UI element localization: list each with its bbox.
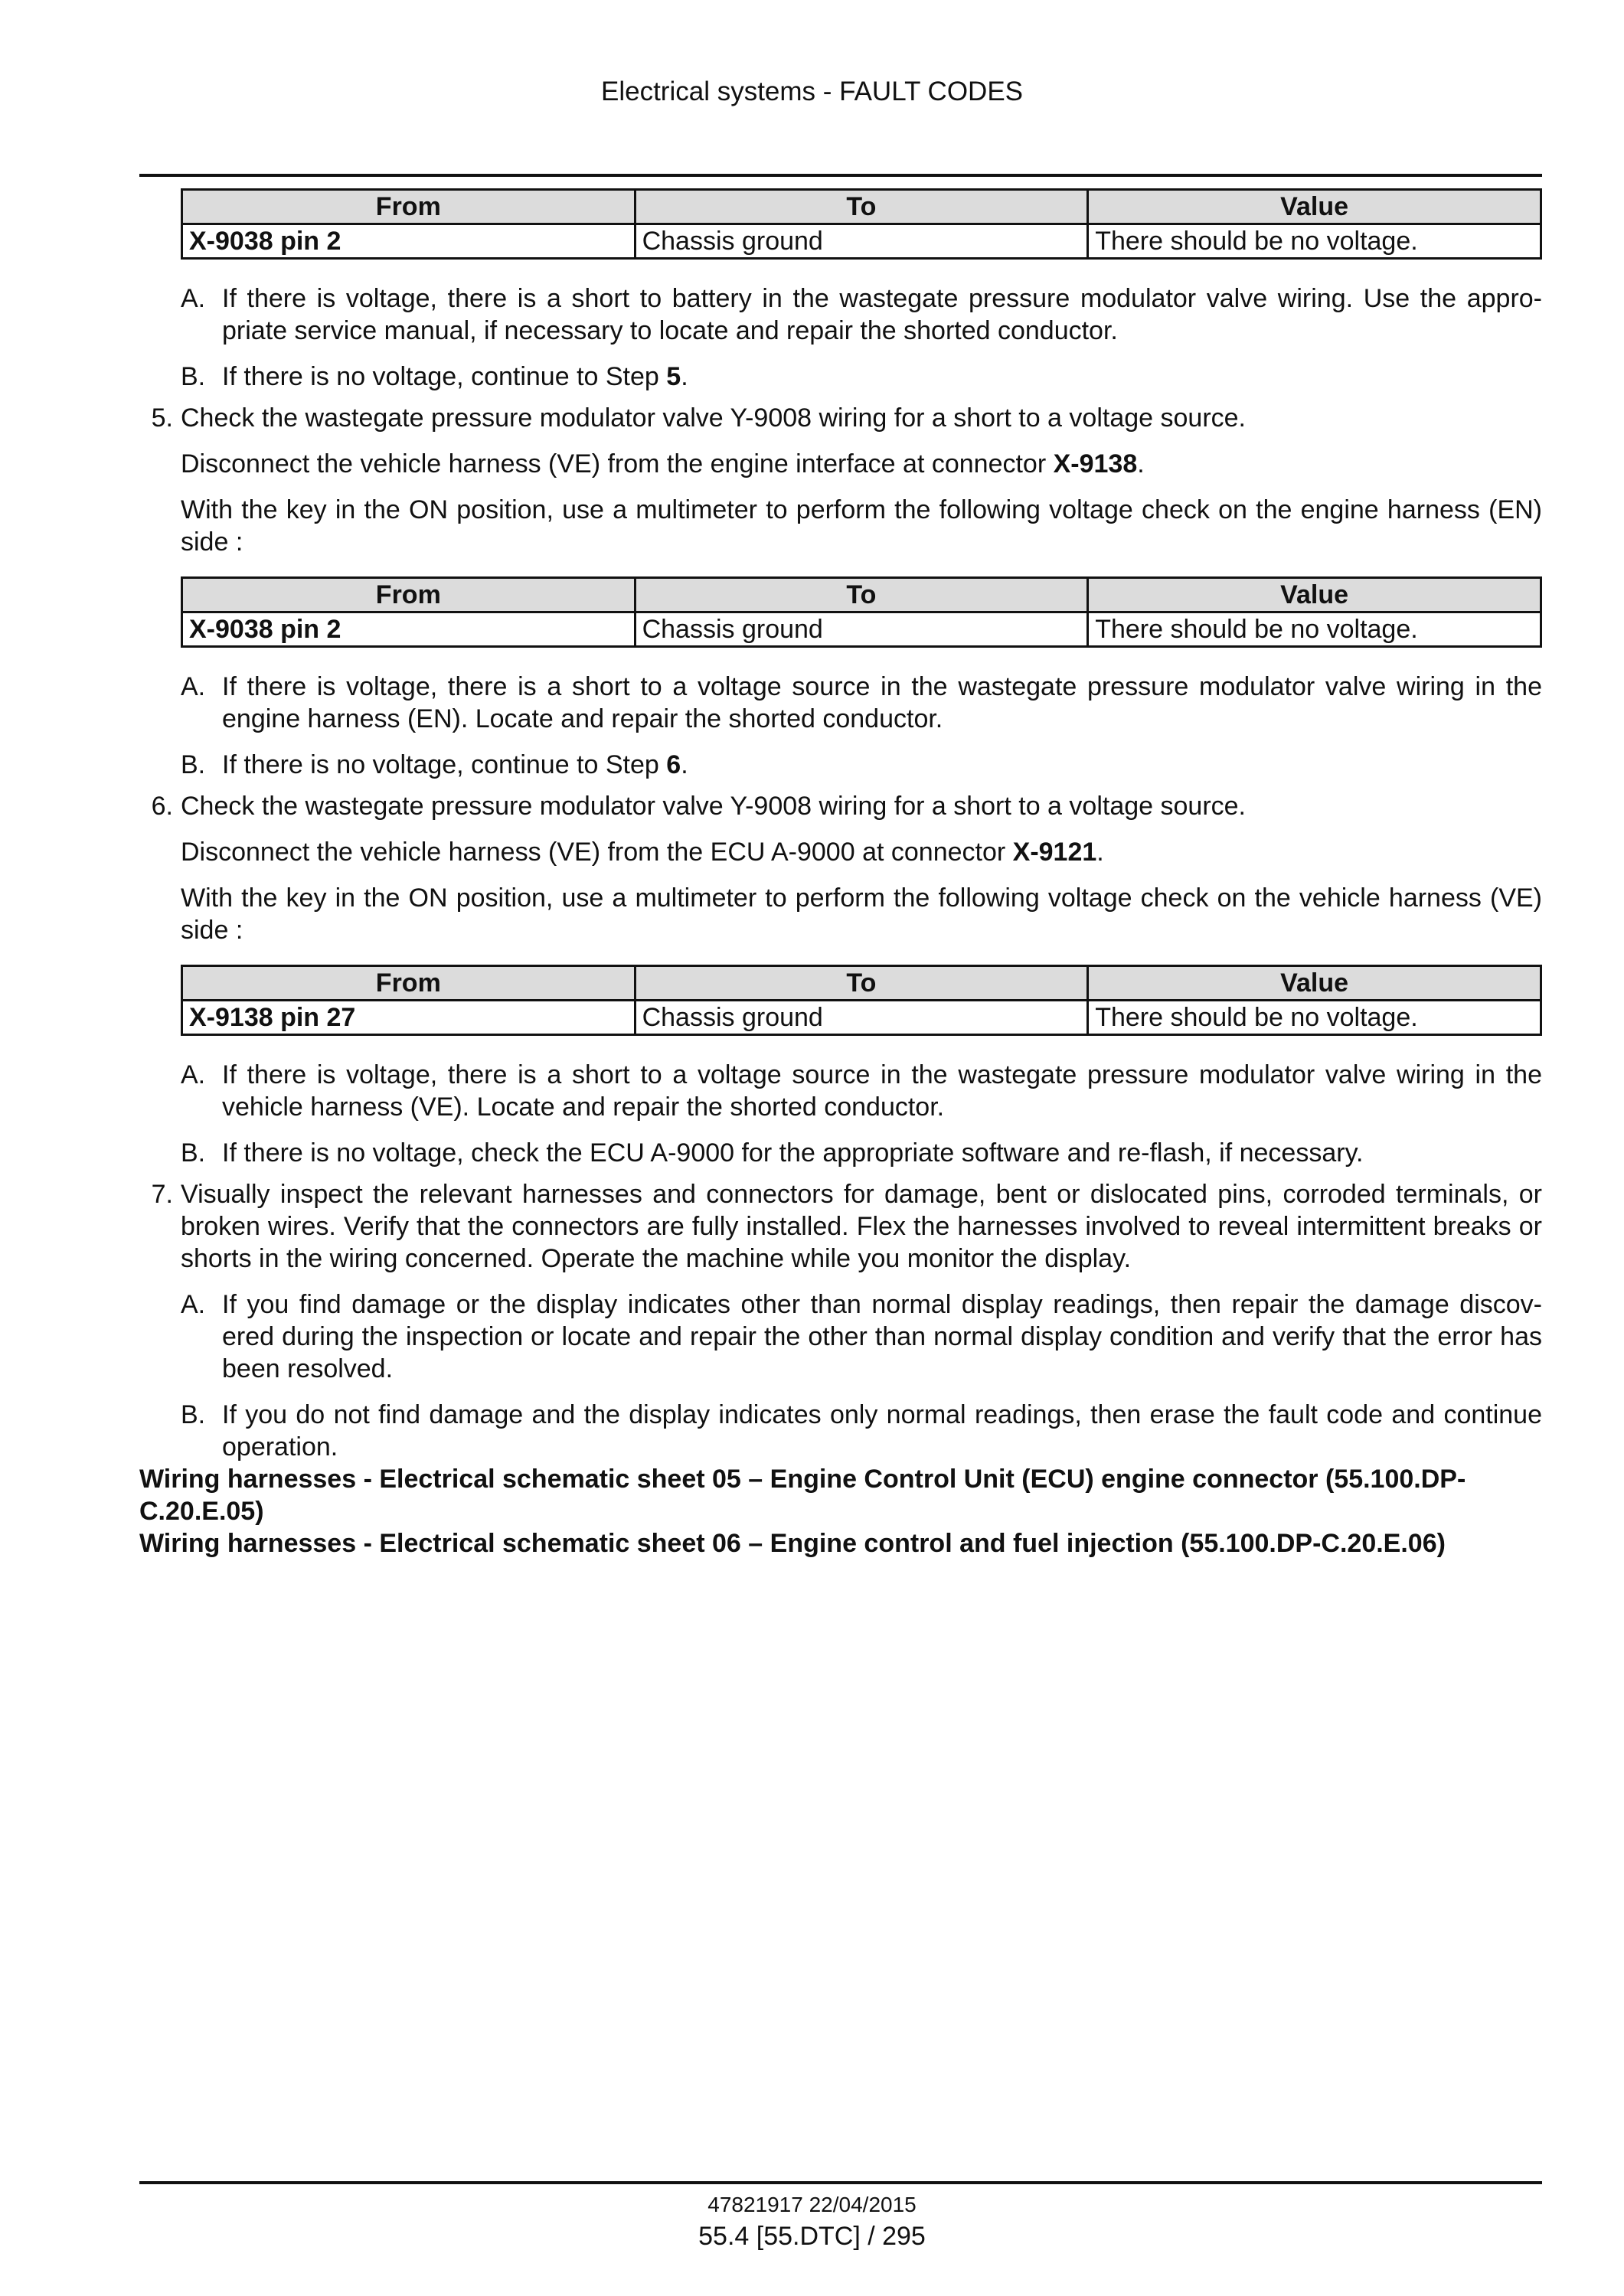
table-header-row	[182, 966, 1541, 1001]
step-5	[139, 402, 1542, 434]
step-title: Check the wastegate pressure modulator valve Y-9008 wiring for a short to a voltage source.	[181, 792, 1246, 821]
cell-from: X-9038 pin 2	[182, 224, 636, 259]
step5-option-a	[139, 671, 1542, 735]
option-label: A.	[181, 1060, 206, 1089]
table-header-row	[182, 190, 1541, 224]
step-ref: 6	[666, 750, 681, 779]
footer-rule	[139, 2181, 1542, 2184]
step6-option-a	[139, 1059, 1542, 1123]
col-header-value: Value	[1088, 190, 1541, 224]
punctuation: .	[1137, 449, 1145, 478]
step7-option-b	[139, 1399, 1542, 1463]
col-header-to: To	[635, 190, 1088, 224]
cell-to: Chassis ground	[635, 612, 1088, 647]
col-header-from: From	[182, 578, 636, 612]
document-code: 47821917 22/04/2015	[707, 2193, 917, 2216]
col-header-to: To	[635, 966, 1088, 1001]
option-label: B.	[181, 750, 206, 779]
schematic-link-06[interactable]: Wiring harnesses - Electrical schematic sheet 06 – Engine control and fuel injection (55.100.DP-C.20.E.06)	[139, 1529, 1446, 1558]
table-header-row	[182, 578, 1541, 612]
step-number: 5.	[151, 403, 173, 433]
cell-to: Chassis ground	[635, 224, 1088, 259]
step6-disconnect	[139, 836, 1542, 868]
step7-option-a	[139, 1288, 1542, 1385]
punctuation: .	[681, 750, 688, 779]
option-label: A.	[181, 1290, 206, 1319]
cell-value: There should be no voltage.	[1088, 224, 1541, 259]
option-label: B.	[181, 362, 206, 391]
connector-ref: X-9138	[1053, 449, 1138, 478]
punctuation: .	[681, 362, 688, 391]
header-rule	[139, 174, 1542, 177]
table-row	[182, 224, 1541, 259]
cell-value: There should be no voltage.	[1088, 1001, 1541, 1035]
col-header-to: To	[635, 578, 1088, 612]
page-content	[139, 188, 1542, 1560]
col-header-from: From	[182, 966, 636, 1001]
col-header-value: Value	[1088, 966, 1541, 1001]
connector-ref: X-9121	[1012, 838, 1097, 867]
page-header: Electrical systems - FAULT CODES	[600, 77, 1024, 106]
step-ref: 5	[666, 362, 681, 391]
option-text: If there is no voltage, check the ECU A-9000 for the appropriate software and re-flash, if necessary.	[222, 1138, 1364, 1168]
step5-key-instruction: With the key in the ON position, use a multimeter to perform the following voltage check on the engine harness (EN) side :	[181, 495, 1542, 557]
punctuation: .	[1096, 838, 1104, 867]
option-text: If there is no voltage, continue to Step	[222, 750, 667, 779]
step4-option-b	[139, 361, 1542, 393]
col-header-from: From	[182, 190, 636, 224]
step6-key-instruction: With the key in the ON position, use a multimeter to perform the following voltage check on the vehicle harness (VE) side :	[181, 883, 1542, 945]
step-7	[139, 1178, 1542, 1275]
option-label: B.	[181, 1400, 206, 1429]
step-6	[139, 790, 1542, 822]
step-title: Visually inspect the relevant harnesses and connectors for damage, bent or dislocated pins, corroded terminals, or broken wires. Verify that the connectors are fully installed. Flex the harnesses involved to reveal intermittent breaks or shorts in the wiring concerned. Operate the machine while you monitor the display.	[181, 1180, 1542, 1273]
col-header-value: Value	[1088, 578, 1541, 612]
option-text: If there is no voltage, continue to Step	[222, 362, 667, 391]
cell-from: X-9138 pin 27	[182, 1001, 636, 1035]
option-text: If you do not find damage and the display indicates only normal readings, then erase the fault code and continue operation.	[222, 1400, 1542, 1462]
step-number: 7.	[151, 1180, 173, 1209]
step5-option-b	[139, 749, 1542, 781]
step5-disconnect	[139, 448, 1542, 480]
page-number: 55.4 [55.DTC] / 295	[698, 2222, 926, 2251]
disconnect-text: Disconnect the vehicle harness (VE) from the ECU A-9000 at connector	[181, 838, 1013, 867]
voltage-check-table-1	[181, 188, 1542, 260]
cell-to: Chassis ground	[635, 1001, 1088, 1035]
step4-option-a	[139, 283, 1542, 347]
option-label: A.	[181, 672, 206, 701]
option-text: If there is voltage, there is a short to a voltage source in the wastegate pressure modulator valve wiring in the vehicle harness (VE). Locate and repair the shorted conductor.	[222, 1060, 1542, 1122]
option-label: B.	[181, 1138, 206, 1168]
option-text: If there is voltage, there is a short to battery in the wastegate pressure modulator valve wiring. Use the appro- priate service manual, if necessary to locate and repair the shorted conductor.	[222, 284, 1542, 345]
step-number: 6.	[151, 792, 173, 821]
step-title: Check the wastegate pressure modulator valve Y-9008 wiring for a short to a voltage source.	[181, 403, 1246, 433]
option-text: If there is voltage, there is a short to a voltage source in the wastegate pressure modulator valve wiring in the engine harness (EN). Locate and repair the shorted conductor.	[222, 672, 1542, 733]
option-text: If you find damage or the display indicates other than normal display readings, then repair the damage discov- ered during the inspection or locate and repair the other than normal display condition and verify that the error has been resolved.	[222, 1290, 1542, 1383]
disconnect-text: Disconnect the vehicle harness (VE) from the engine interface at connector	[181, 449, 1054, 478]
schematic-link-05[interactable]: Wiring harnesses - Electrical schematic sheet 05 – Engine Control Unit (ECU) engine connector (55.100.DP-C.20.E.05)	[139, 1465, 1466, 1526]
option-label: A.	[181, 284, 206, 313]
cell-value: There should be no voltage.	[1088, 612, 1541, 647]
table-row	[182, 1001, 1541, 1035]
voltage-check-table-3	[181, 965, 1542, 1036]
cell-from: X-9038 pin 2	[182, 612, 636, 647]
table-row	[182, 612, 1541, 647]
voltage-check-table-2	[181, 576, 1542, 648]
related-links	[139, 1463, 1542, 1560]
step6-option-b	[139, 1137, 1542, 1169]
